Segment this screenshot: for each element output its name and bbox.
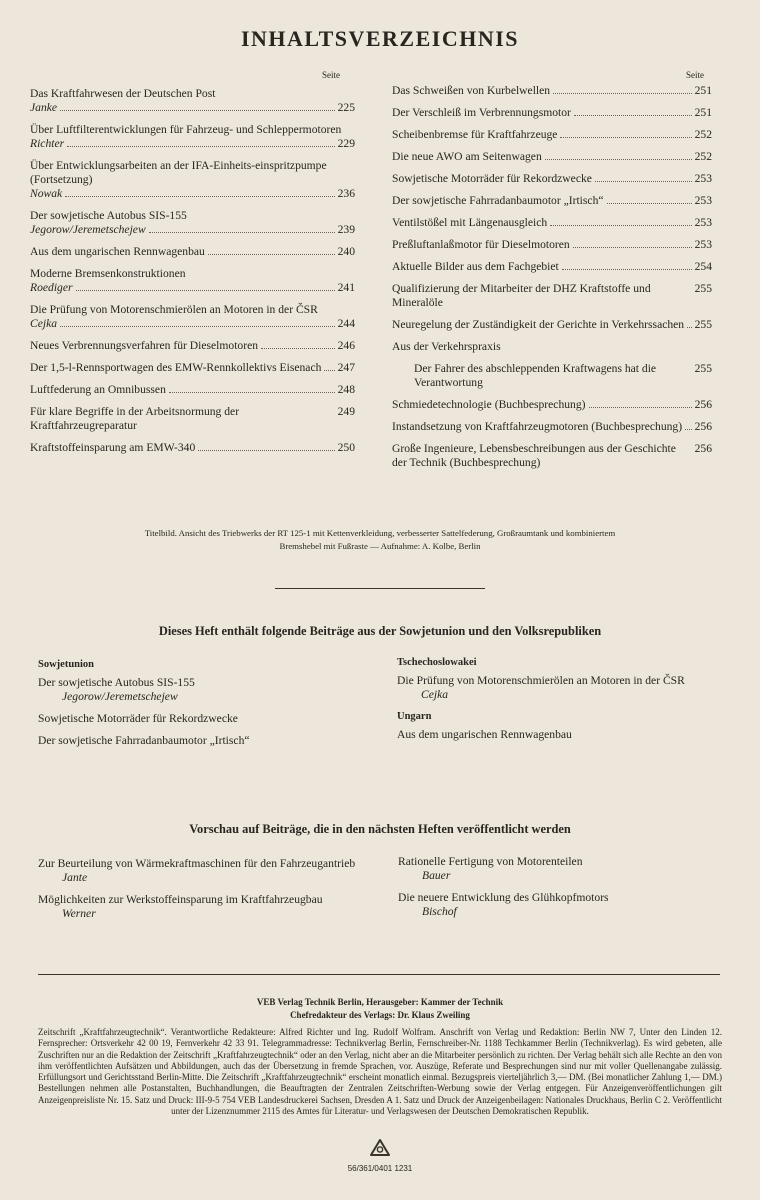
toc-entry-title: Der sowjetische Fahrradanbaumotor „Irtisch“ [392, 194, 604, 207]
article-item [38, 893, 363, 921]
publisher-logo-icon [369, 1138, 391, 1163]
leader-dots [560, 128, 691, 138]
print-code: 56/361/0401 1231 [347, 1164, 413, 1173]
toc-entry-title: Das Schweißen von Kurbelwellen [392, 84, 551, 97]
toc-entry-page: 240 [337, 245, 355, 258]
toc-entry [30, 87, 355, 115]
toc-entry-page: 253 [694, 172, 712, 185]
article-title: Sowjetische Motorräder für Rekordzwecke [38, 712, 238, 725]
toc-entry-title: Aktuelle Bilder aus dem Fachgebiet [392, 260, 559, 273]
leader-dots [76, 281, 335, 291]
toc-entry [30, 383, 355, 397]
article-author: Cejka [421, 688, 449, 701]
divider [275, 588, 485, 589]
toc-entry-title: Das Kraftfahrwesen der Deutschen Post [30, 87, 216, 100]
toc-entry-line [30, 361, 355, 375]
caption-line-2: Bremshebel mit Fußraste — Aufnahme: A. Kolbe, Berlin [279, 541, 481, 551]
toc-entry-line [392, 150, 712, 164]
country-label: Ungarn [397, 711, 432, 722]
toc-entry-page: 256 [694, 442, 712, 455]
toc-entry-title: Der sowjetische Autobus SIS-155 [30, 209, 187, 222]
leader-dots [562, 260, 692, 270]
leader-dots [550, 216, 691, 226]
article-item [397, 674, 717, 702]
toc-entry [30, 441, 355, 455]
article-item [398, 891, 718, 919]
toc-entry-title: Preßluftanlaßmotor für Dieselmotoren [392, 238, 570, 251]
article-author: Jante [62, 871, 88, 884]
toc-entry-title: Qualifizierung der Mitarbeiter der DHZ Kraftstoffe und Mineralöle [392, 282, 651, 309]
toc-entry [392, 150, 712, 164]
imprint-text: Zeitschrift „Kraftfahrzeugtechnik“. Verantwortliche Redakteure: Alfred Richter und Ing. Rudolf Wolfram. Anschrift von Verlag und Redaktion: Berlin NW 7, Unter den Linden 12. Fernsprecher: Ortsverkehr 42 00 19, Fernverkehr 42 33 91. Telegrammadresse: Technikverlag Berlin, Fernschreiber-Nr. 1188 Techkammer Berlin (Technikverlag). Es wird gebeten, alle Zuschriften nur an die Redaktion der Zeitschrift „Kraftfahrzeugtechnik“ oder an den Verlag, nicht aber an die Mitarbeiter persönlich zu richten. Der Verlag behält sich alle Rechte an den von ihm veröffentlichten Aufsätzen und Abbildungen, auch das der Übersetzung in fremde Sprachen, vor. Auszüge, Referate und Besprechungen sind nur mit voller Quellenangabe zulässig. Erfüllungsort und Gerichtsstand Berlin-Mitte. Die Zeitschrift „Kraftfahrzeugtechnik“ erscheint monatlich einmal. Bezugspreis vierteljährlich 3,— DM. (Bei monatlicher Zahlung 1,— DM.) Bestellungen nehmen alle Postanstalten, Buchhandlungen, die Beauftragten der Zentralen Zeitschriften-Werbung sowie der Verlag entgegen. Für Anzeigenveröffentlichungen gilt Anzeigenpreisliste Nr. 15. Satz und Druck: III-9-5 754 VEB Landesdruckerei Sachsen, Dresden A 1. Satz und Druck der Anzeigenbeilagen: Nationales Druckhaus, Berlin C 2. Veröffentlicht unter der Lizenznummer 2115 des Amtes für Literatur- und Verlagswesen der Deutschen Demokratischen Republik. [38, 1027, 722, 1117]
leader-dots [65, 187, 334, 197]
toc-entry-line [392, 282, 712, 310]
article-item [398, 855, 718, 883]
toc-entry [392, 398, 712, 412]
toc-entry-line [30, 405, 355, 433]
toc-entry [392, 216, 712, 230]
toc-entry-author: Janke [30, 101, 58, 114]
toc-entry-page: 253 [694, 194, 712, 207]
toc-entry-author: Roediger [30, 281, 73, 294]
toc-entry-page: 251 [694, 106, 712, 119]
article-author: Jegorow/Jeremetschejew [62, 690, 178, 703]
preview-heading: Vorschau auf Beiträge, die in den nächsten Heften veröffentlicht werden [189, 822, 571, 836]
toc-entry [392, 194, 712, 208]
seite-label-left: Seite [322, 70, 340, 80]
toc-entry-line [392, 340, 712, 354]
article-title: Der sowjetische Fahrradanbaumotor „Irtisch“ [38, 734, 250, 747]
toc-entry [392, 238, 712, 252]
leader-dots [545, 150, 692, 160]
article-title: Rationelle Fertigung von Motorenteilen [398, 855, 583, 868]
toc-entry-line [392, 442, 712, 470]
country-label: Tschechoslowakei [397, 657, 477, 668]
article-title: Der sowjetische Autobus SIS-155 [38, 676, 195, 689]
leader-dots [67, 137, 334, 147]
editor-line: Chefredakteur des Verlags: Dr. Klaus Zweiling [290, 1010, 470, 1020]
toc-entry-line [30, 223, 355, 237]
publisher-line: VEB Verlag Technik Berlin, Herausgeber: Kammer der Technik [256, 997, 504, 1007]
toc-entry-author: Nowak [30, 187, 63, 200]
toc-entry-page: 252 [694, 150, 712, 163]
leader-dots [324, 361, 334, 371]
toc-right-column [392, 84, 712, 478]
country-label: Sowjetunion [38, 659, 95, 670]
leader-dots [60, 317, 335, 327]
toc-entry-line [392, 260, 712, 274]
toc-entry-line [392, 238, 712, 252]
cover-caption [40, 527, 720, 553]
leader-dots [595, 172, 692, 182]
toc-entry-page: 244 [337, 317, 355, 330]
toc-entry [30, 159, 355, 201]
toc-entry-line [392, 106, 712, 120]
toc-entry-title: Instandsetzung von Kraftfahrzeugmotoren (Buchbesprechung) [392, 420, 683, 433]
toc-entry [30, 303, 355, 331]
article-item [38, 857, 363, 885]
article-title: Zur Beurteilung von Wärmekraftmaschinen für den Fahrzeugantrieb [38, 857, 356, 870]
toc-entry-title: Die neue AWO am Seitenwagen [392, 150, 542, 163]
toc-entry-title: Der Fahrer des abschleppenden Kraftwagens hat die Verantwortung [414, 362, 657, 389]
leader-dots [574, 106, 692, 116]
toc-entry-title: Scheibenbremse für Kraftfahrzeuge [392, 128, 558, 141]
caption-line-1: Titelbild. Ansicht des Triebwerks der RT 125-1 mit Kettenverkleidung, verbesserter Sattelfederung, Großraumtank und kombiniertem [144, 528, 616, 538]
toc-entry-line [30, 383, 355, 397]
toc-entry-title: Kraftstoffeinsparung am EMW-340 [30, 441, 196, 454]
toc-entry-line [30, 137, 355, 151]
toc-entry [392, 260, 712, 274]
toc-entry-page: 254 [694, 260, 712, 273]
toc-entry-page: 229 [337, 137, 355, 150]
article-title: Die Prüfung von Motorenschmierölen an Motoren in der ČSR [397, 674, 685, 687]
article-item [397, 728, 717, 742]
toc-entry-page: 256 [694, 420, 712, 433]
toc-entry-title: Der Verschleiß im Verbrennungsmotor [392, 106, 571, 119]
toc-entry [30, 245, 355, 259]
toc-entry-line [30, 281, 355, 295]
article-item [38, 676, 358, 704]
toc-entry [30, 339, 355, 353]
toc-entry-line [30, 245, 355, 259]
toc-entry-author: Cejka [30, 317, 58, 330]
toc-entry-page: 247 [337, 361, 355, 374]
leader-dots [169, 383, 335, 393]
toc-entry [30, 123, 355, 151]
preview-left-column [38, 857, 363, 929]
toc-entry [392, 106, 712, 120]
article-author: Bauer [422, 869, 451, 882]
toc-entry-page: 251 [694, 84, 712, 97]
toc-entry-line [392, 128, 712, 142]
toc-entry-page: 256 [694, 398, 712, 411]
toc-entry-title: Der 1,5-l-Rennsportwagen des EMW-Rennkollektivs Eisenach [30, 361, 322, 374]
toc-entry-title: Über Entwicklungsarbeiten an der IFA-Einheits-einspritzpumpe (Fortsetzung) [30, 159, 327, 186]
article-item [38, 712, 358, 726]
toc-entry [392, 318, 712, 332]
toc-entry-page: 249 [337, 405, 355, 418]
toc-entry [30, 405, 355, 433]
toc-entry-line [30, 317, 355, 331]
toc-entry-page: 241 [337, 281, 355, 294]
seite-label-right: Seite [686, 70, 704, 80]
toc-entry-line [392, 216, 712, 230]
leader-dots [573, 238, 692, 248]
article-title: Aus dem ungarischen Rennwagenbau [397, 728, 572, 741]
toc-entry-page: 225 [337, 101, 355, 114]
toc-entry-title: Moderne Bremsenkonstruktionen [30, 267, 186, 280]
toc-entry-line [392, 420, 712, 434]
toc-entry-line [392, 194, 712, 208]
article-item [38, 734, 358, 748]
toc-entry-line [30, 339, 355, 353]
toc-entry-title: Neuregelung der Zuständigkeit der Gerichte in Verkehrssachen [392, 318, 685, 331]
toc-entry [30, 267, 355, 295]
leader-dots [589, 398, 692, 408]
leader-dots [685, 420, 692, 430]
toc-entry-line [392, 172, 712, 186]
toc-entry [392, 420, 712, 434]
toc-entry-page: 255 [694, 282, 712, 295]
toc-entry-title: Große Ingenieure, Lebensbeschreibungen aus der Geschichte der Technik (Buchbesprechung) [392, 442, 676, 469]
article-title: Möglichkeiten zur Werkstoffeinsparung im Kraftfahrzeugbau [38, 893, 323, 906]
toc-entry [30, 361, 355, 375]
preview-right-column [398, 855, 718, 927]
leader-dots [208, 245, 335, 255]
toc-entry-page: 236 [337, 187, 355, 200]
toc-entry-page: 250 [337, 441, 355, 454]
toc-entry-page: 255 [694, 318, 712, 331]
toc-entry-title: Aus der Verkehrspraxis [392, 340, 501, 353]
toc-entry [392, 172, 712, 186]
toc-entry-title: Neues Verbrennungsverfahren für Dieselmotoren [30, 339, 259, 352]
toc-entry-title: Luftfederung an Omnibussen [30, 383, 166, 396]
toc-entry [392, 362, 712, 390]
toc-entry-author: Richter [30, 137, 65, 150]
toc-entry-title: Sowjetische Motorräder für Rekordzwecke [392, 172, 592, 185]
toc-entry-page: 255 [694, 362, 712, 375]
page-title: INHALTSVERZEICHNIS [240, 26, 520, 51]
toc-entry-line [392, 398, 712, 412]
toc-entry-page: 252 [694, 128, 712, 141]
toc-entry-page: 248 [337, 383, 355, 396]
sowjet-right-column [397, 656, 717, 750]
toc-entry-line [30, 101, 355, 115]
leader-dots [60, 101, 335, 111]
toc-entry-title: Ventilstößel mit Längenausgleich [392, 216, 548, 229]
toc-entry-page: 246 [337, 339, 355, 352]
sowjet-left-column [38, 658, 358, 756]
leader-dots [261, 339, 335, 349]
toc-entry [392, 442, 712, 470]
toc-entry-line [414, 362, 712, 390]
toc-entry-author: Jegorow/Jeremetschejew [30, 223, 146, 236]
toc-entry-page: 253 [694, 216, 712, 229]
toc-entry-title: Schmiedetechnologie (Buchbesprechung) [392, 398, 586, 411]
article-author: Werner [62, 907, 96, 920]
leader-dots [149, 223, 335, 233]
leader-dots [607, 194, 692, 204]
toc-entry-line [30, 441, 355, 455]
toc-entry [392, 84, 712, 98]
leader-dots [553, 84, 692, 94]
toc-entry-title: Über Luftfilterentwicklungen für Fahrzeug- und Schleppermotoren [30, 123, 342, 136]
leader-dots [198, 441, 334, 451]
toc-entry-line [392, 318, 712, 332]
toc-entry-title: Aus dem ungarischen Rennwagenbau [30, 245, 205, 258]
footer-divider [38, 974, 720, 975]
sowjet-heading: Dieses Heft enthält folgende Beiträge aus der Sowjetunion und den Volksrepubliken [158, 624, 602, 638]
toc-left-column [30, 87, 355, 463]
toc-entry-title: Die Prüfung von Motorenschmierölen an Motoren in der ČSR [30, 303, 318, 316]
toc-entry-page: 253 [694, 238, 712, 251]
leader-dots [687, 318, 692, 328]
toc-entry-line [392, 84, 712, 98]
toc-entry-title: Für klare Begriffe in der Arbeitsnormung der Kraftfahrzeugreparatur [30, 405, 240, 432]
article-author: Bischof [422, 905, 457, 918]
toc-entry [392, 128, 712, 142]
toc-entry [30, 209, 355, 237]
toc-entry-line [30, 187, 355, 201]
toc-entry [392, 340, 712, 354]
article-title: Die neuere Entwicklung des Glühkopfmotors [398, 891, 609, 904]
toc-entry-page: 239 [337, 223, 355, 236]
toc-entry [392, 282, 712, 310]
